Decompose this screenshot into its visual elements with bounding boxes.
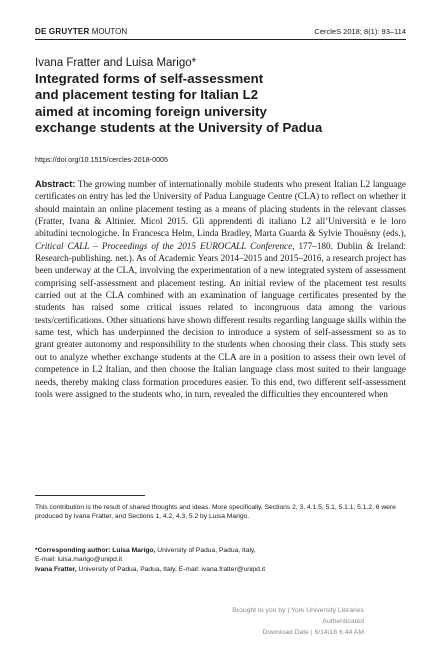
title-line: aimed at incoming foreign university <box>35 103 267 119</box>
second-author-label: Ivana Fratter, <box>35 565 77 573</box>
publisher-name-bold: DE GRUYTER <box>35 27 90 36</box>
access-notice-line: Brought to you by | York University Libraries <box>232 607 364 614</box>
footnote-rule <box>35 495 145 496</box>
author-line: Ivana Fratter and Luisa Marigo* <box>35 57 197 69</box>
abstract <box>35 178 406 400</box>
access-notice-line: Download Date | 6/14/18 6:44 AM <box>262 629 364 636</box>
journal-reference: CercleS 2018; 8(1): 93–114 <box>314 27 406 36</box>
header-rule <box>35 39 406 40</box>
title-line: Integrated forms of self-assessment <box>35 71 264 86</box>
abstract-italic-title: Critical CALL – Proceedings of the 2015 EUROCALL Conference <box>35 240 293 251</box>
access-notice-line: Authenticated <box>322 618 364 625</box>
corresponding-author-label: *Corresponding author: Luisa Marigo, <box>35 547 156 554</box>
abstract-text-continued: , 177–180. Dublin & Ireland: Research-publishing. net.). As of Academic Years 2014–2015 and 2015–2016, a research project has been underway at the CLA, involving the experimentation of a new integrated system of assessment comprising self-assessment and placement testing. An initial review of the placement test results carried out at the CLA combined with an examination of language certificates presented by the students has raised some critical issues related to incongruous data among the various tests/certifications. Other situations have shown different results regarding language skills within the same test, which has underpinned the decision to introduce a system of self-assessment so as to grant greater autonomy and responsibility to the students when choosing their class. This study sets out to analyze whether exchange students at the CLA are in a position to assess their own level of competence in L2 Italian, and then choose the Italian language class most suited to their language needs, thereby making class formation procedures easier. To this end, two different self-assessment tools were assigned to the students who, in turn, revealed the difficulties they encountered when <box>35 240 406 399</box>
corresponding-author-email: E-mail: luisa.marigo@unipd.it <box>35 556 123 564</box>
publisher-name-rest: MOUTON <box>91 27 128 36</box>
corresponding-author-note <box>35 546 406 574</box>
second-author-affiliation: University of Padua, Padua, Italy, E-mail: ivana.fratter@unipd.it <box>76 565 266 573</box>
abstract-label: Abstract: <box>35 179 76 189</box>
contribution-note: This contribution is the result of shared thoughts and ideas. More specifically, Sections 2, 3, 4.1.5, 5.1, 5.1.1, 5.1.2, 6 were produced by Ivana Fratter, and Sections 1, 4.2, 4.3, 5.2 by Luisa Marigo. <box>35 504 396 521</box>
running-header <box>35 26 406 38</box>
doi-link[interactable]: https://doi.org/10.1515/cercles-2018-0005 <box>35 155 169 164</box>
title-line: exchange students at the University of Padua <box>35 120 323 136</box>
abstract-text: The growing number of internationally mobile students who present Italian L2 language certificates on entry has led the University of Padua Language Centre (CLA) to reflect on whether it should maintain an online placement testing as a means of placing students in the relevant classes (Fratter, Ivana & Altinier. Micol 2015. Gli apprendenti di italiano L2 all’Università e le loro abitudini tecnologiche. In Francesca Helm, Linda Bradley, Marta Guarda & Sylvie Thouësny (eds.), <box>35 179 406 239</box>
title-line: and placement testing for Italian L2 <box>35 87 259 103</box>
article-title <box>35 71 406 137</box>
corresponding-author-affiliation: University of Padua, Padua, Italy, <box>155 547 256 554</box>
publisher-logo <box>35 26 127 38</box>
